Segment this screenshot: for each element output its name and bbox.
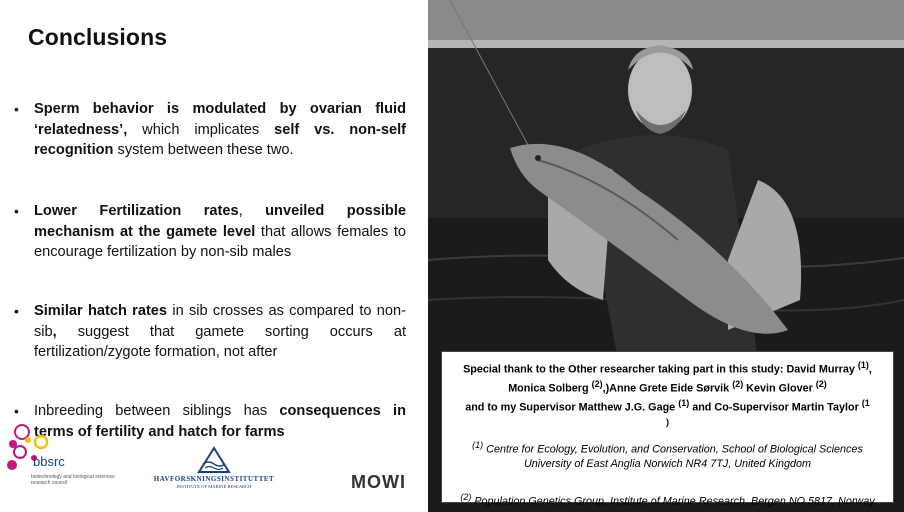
havforskningsinstituttet-logo bbox=[154, 448, 274, 489]
slide-title: Conclusions bbox=[28, 24, 168, 50]
havf-wordmark: HAVFORSKNINGSINSTITUTTET bbox=[153, 475, 275, 483]
superscript: ) bbox=[666, 417, 669, 428]
bbsrc-subtitle: biotechnology and biological sciences bbox=[31, 474, 115, 480]
affiliation-2 bbox=[454, 490, 881, 509]
bullet-item bbox=[14, 99, 406, 161]
thanks-text: and to my Supervisor Matthew J.G. Gage bbox=[465, 401, 679, 414]
bullet-text-bold: consequences in terms of fertility and hatch for farms bbox=[34, 403, 406, 440]
superscript: (1 bbox=[861, 398, 870, 409]
thanks-text: Kevin Glover bbox=[743, 382, 816, 395]
bullet-text-bold: self vs. non-self recognition bbox=[34, 121, 407, 158]
acknowledgments-text bbox=[450, 358, 885, 434]
superscript: (2) bbox=[732, 379, 744, 390]
bullet-text: , bbox=[238, 203, 266, 219]
superscript: (1) bbox=[857, 360, 869, 370]
superscript: (2) bbox=[460, 491, 472, 502]
bullet-text: that allows females to encourage fertilization by non-sib males bbox=[34, 223, 406, 260]
bullet-text-bold: Sperm behavior is modulated by ovarian fluid ‘relatedness’, bbox=[34, 101, 406, 138]
bullet-text: in sib crosses as compared to non-sib bbox=[34, 303, 406, 340]
superscript: (1) bbox=[678, 398, 690, 409]
mowi-logo: MOWI bbox=[351, 472, 406, 492]
superscript: (2) bbox=[591, 379, 603, 390]
thanks-text: ,)Anne Grete Eide Sørvik bbox=[602, 382, 733, 395]
bbsrc-subtitle: research council bbox=[31, 480, 68, 486]
bullet-text: system between these two. bbox=[113, 142, 294, 158]
acknowledgments-box bbox=[441, 351, 894, 508]
logo-row bbox=[0, 418, 428, 512]
bullet-dot: • bbox=[14, 403, 19, 419]
havf-subtitle: INSTITUTE OF MARINE RESEARCH bbox=[176, 484, 252, 489]
thanks-text: Monica Solberg bbox=[508, 382, 592, 395]
bullet-dot: • bbox=[14, 303, 19, 319]
bullet-text: Inbreeding between siblings has bbox=[34, 403, 280, 419]
bullet-text: which implicates bbox=[127, 121, 275, 138]
bullet-dot: • bbox=[14, 101, 19, 117]
text-panel bbox=[0, 0, 428, 512]
thanks-text: and Co-Supervisor Martin Taylor bbox=[689, 401, 862, 414]
thanks-text: Special thank to the Other researcher taking part in this study: David Murray bbox=[463, 363, 858, 376]
bullet-item bbox=[14, 301, 406, 363]
bbsrc-logo bbox=[7, 425, 115, 486]
bullet-text: suggest that gamete sorting occurs at fertilization/zygote formation, not after bbox=[34, 323, 406, 360]
affiliation-text: Centre for Ecology, Evolution, and Conservation, School of Biological Sciences University of East Anglia Norwich NR4 7TJ, United Kingdom bbox=[483, 443, 863, 471]
superscript: (1) bbox=[472, 440, 484, 451]
bullet-text-bold: , bbox=[52, 323, 57, 340]
bullet-dot: • bbox=[14, 203, 19, 219]
affiliation-1 bbox=[454, 438, 881, 472]
bbsrc-wordmark: bbsrc bbox=[33, 454, 65, 469]
bullet-text-bold: unveiled possible mechanism at the gamete level bbox=[34, 203, 406, 240]
superscript: (2) bbox=[815, 379, 827, 390]
affiliation-text: Population Genetics Group, Institute of Marine Research, Bergen NO 5817, Norway bbox=[471, 495, 875, 508]
bullet-text-bold: Lower Fertilization rates bbox=[34, 203, 239, 219]
bullet-item bbox=[14, 201, 406, 263]
bullet-text-bold: Similar hatch rates bbox=[34, 303, 168, 319]
thanks-text: , bbox=[868, 363, 872, 376]
